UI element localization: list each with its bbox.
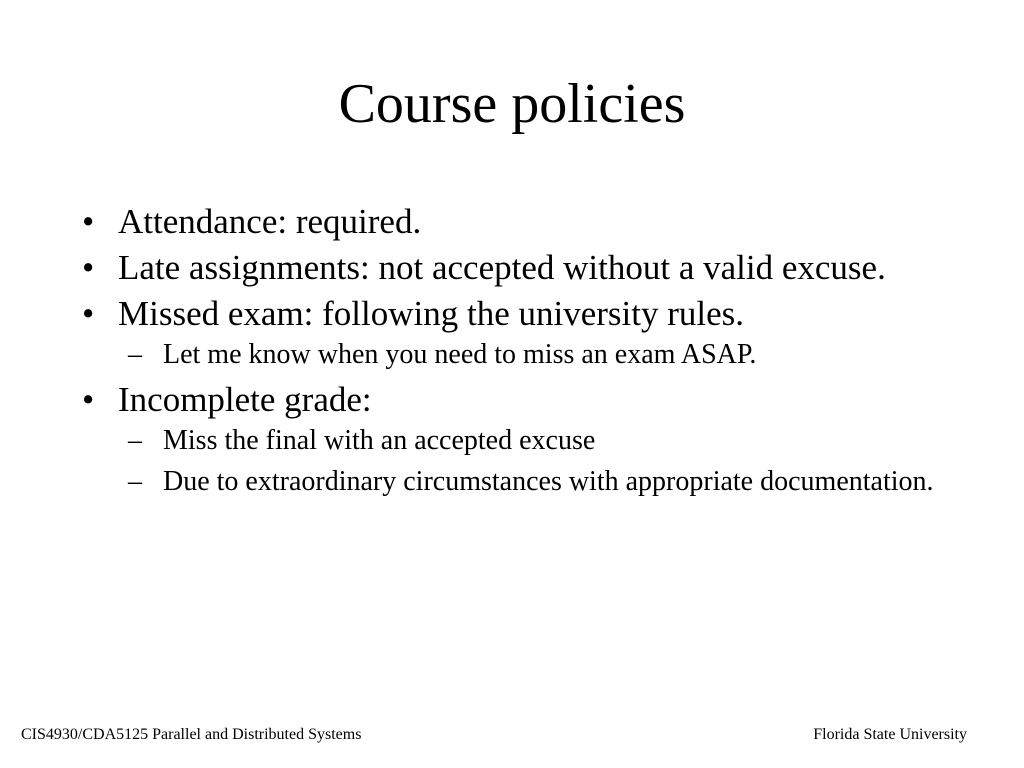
bullet-attendance	[78, 203, 958, 241]
sub-marker: –	[128, 466, 142, 497]
bullet-list	[78, 203, 958, 508]
sub-bullet	[78, 339, 958, 371]
bullet-text: Missed exam: following the university rules.	[118, 294, 745, 333]
bullet-marker: •	[82, 294, 95, 333]
bullet-text: Late assignments: not accepted without a valid excuse.	[118, 248, 886, 287]
sub-marker: –	[128, 425, 142, 456]
sub-bullet-text: Due to extraordinary circumstances with appropriate documentation.	[163, 466, 934, 497]
bullet-missed-exam	[78, 295, 958, 333]
bullet-marker: •	[82, 248, 95, 287]
bullet-text: Attendance: required.	[118, 202, 422, 241]
bullet-marker: •	[82, 380, 95, 419]
bullet-text: Incomplete grade:	[118, 380, 372, 419]
footer-university: Florida State University	[813, 726, 967, 743]
sub-bullet-text: Miss the final with an accepted excuse	[163, 425, 596, 456]
bullet-incomplete-grade	[78, 381, 958, 419]
footer-course: CIS4930/CDA5125 Parallel and Distributed Systems	[21, 726, 362, 743]
sub-list-missed-exam	[78, 339, 958, 371]
sub-bullet	[78, 466, 958, 498]
sub-list-incomplete-grade	[78, 425, 958, 498]
sub-bullet-text: Let me know when you need to miss an exam ASAP.	[163, 339, 757, 370]
sub-bullet	[78, 425, 958, 457]
bullet-marker: •	[82, 202, 95, 241]
sub-marker: –	[128, 339, 142, 370]
bullet-late-assignments	[78, 249, 958, 287]
slide-title: Course policies	[338, 73, 686, 135]
